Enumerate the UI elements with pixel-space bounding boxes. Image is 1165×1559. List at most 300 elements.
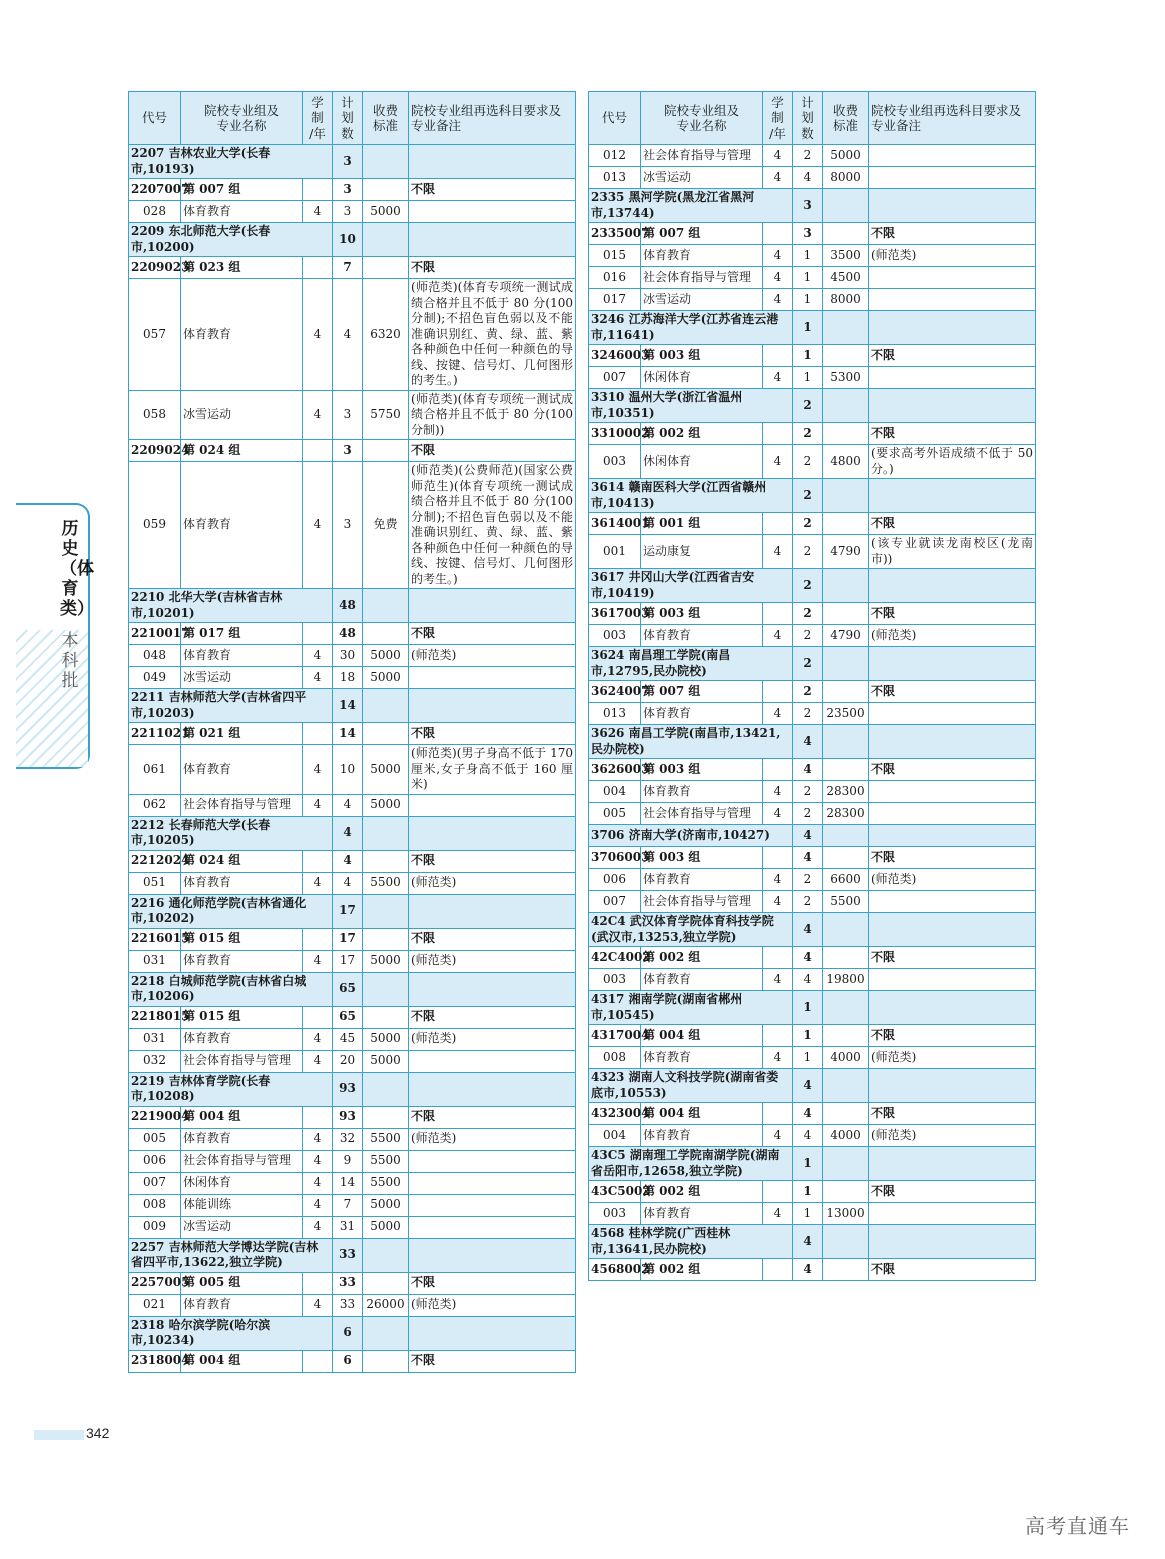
group-row: [129, 928, 576, 950]
group-row: [589, 947, 1036, 969]
note-cell: (师范类)(体育专项统一测试成绩合格并且不低于 80 分(100 分制);不招色盲色弱以及不能准确识别红、黄、绿、蓝、紫各种颜色中任何一种颜色的导线、按键、信号灯、几何图形的考生。): [409, 279, 576, 391]
requirement-cell: 不限: [869, 947, 1036, 969]
plan-cell: 2: [793, 423, 823, 445]
plan-cell: 4: [333, 816, 363, 850]
group-row: [589, 423, 1036, 445]
fee-cell: 5500: [363, 1128, 409, 1150]
group-code-cell: 3246003: [589, 345, 641, 367]
fee-cell: 5000: [363, 1194, 409, 1216]
fee-cell: [363, 1106, 409, 1128]
major-name-cell: 体育教育: [641, 1203, 763, 1225]
note-cell: [869, 189, 1036, 223]
school-code: 2210: [131, 590, 165, 604]
school-row: [129, 145, 576, 179]
group-code-cell: 3706003: [589, 847, 641, 869]
group-code-cell: 2219004: [129, 1106, 181, 1128]
school-code: 3626: [591, 726, 625, 740]
major-name-cell: 休闲体育: [641, 367, 763, 389]
plan-cell: 4: [333, 279, 363, 391]
school-row: [129, 1238, 576, 1272]
plan-cell: 33: [333, 1272, 363, 1294]
fee-cell: [823, 991, 869, 1025]
years-cell: 4: [303, 1128, 333, 1150]
plan-cell: 1: [793, 267, 823, 289]
plan-cell: 1: [793, 1203, 823, 1225]
fee-cell: [823, 913, 869, 947]
major-code-cell: 032: [129, 1050, 181, 1072]
major-row: [129, 1128, 576, 1150]
major-name-cell: 社会体育指导与管理: [641, 891, 763, 913]
major-code-cell: 031: [129, 950, 181, 972]
school-name-cell: [589, 647, 793, 681]
years-cell: [303, 850, 333, 872]
fee-cell: [823, 1181, 869, 1203]
group-row: [129, 1006, 576, 1028]
group-row: [589, 759, 1036, 781]
note-cell: [869, 479, 1036, 513]
fee-cell: 5500: [363, 872, 409, 894]
note-cell: [869, 167, 1036, 189]
fee-cell: 5500: [363, 1150, 409, 1172]
years-cell: 4: [303, 645, 333, 667]
major-name-cell: 休闲体育: [181, 1172, 303, 1194]
note-cell: [869, 311, 1036, 345]
school-code: 3246: [591, 312, 625, 326]
note-cell: (师范类)(男子身高不低于 170 厘米,女子身高不低于 160 厘米): [409, 745, 576, 795]
major-row: [589, 1125, 1036, 1147]
group-name-cell: 第 002 组: [641, 947, 763, 969]
note-cell: (师范类): [869, 245, 1036, 267]
note-cell: (师范类): [409, 1028, 576, 1050]
fee-cell: [823, 725, 869, 759]
group-code-cell: 3626003: [589, 759, 641, 781]
years-cell: 4: [763, 703, 793, 725]
header-note: 院校专业组再选科目要求及 专业备注: [409, 92, 576, 145]
major-code-cell: 062: [129, 794, 181, 816]
major-row: [129, 390, 576, 440]
group-row: [589, 345, 1036, 367]
group-code-cell: 3624007: [589, 681, 641, 703]
major-name-cell: 冰雪运动: [181, 1216, 303, 1238]
major-name-cell: 体育教育: [181, 462, 303, 589]
school-name-cell: [129, 1072, 333, 1106]
years-cell: [303, 623, 333, 645]
requirement-cell: 不限: [869, 513, 1036, 535]
major-name-cell: 运动康复: [641, 535, 763, 569]
header-fee: 收费 标准: [823, 92, 869, 145]
group-row: [129, 723, 576, 745]
major-name-cell: 体育教育: [641, 703, 763, 725]
plan-cell: 4: [793, 847, 823, 869]
major-name-cell: 体育教育: [181, 1028, 303, 1050]
note-cell: [409, 1316, 576, 1350]
note-cell: [409, 589, 576, 623]
plan-cell: 10: [333, 745, 363, 795]
years-cell: 4: [763, 145, 793, 167]
plan-cell: 3: [333, 145, 363, 179]
group-name-cell: 第 005 组: [181, 1272, 303, 1294]
years-cell: [763, 1025, 793, 1047]
note-cell: [409, 794, 576, 816]
school-row: [129, 589, 576, 623]
note-cell: [409, 667, 576, 689]
note-cell: [869, 781, 1036, 803]
plan-cell: 4: [793, 969, 823, 991]
fee-cell: [823, 647, 869, 681]
school-name-cell: [129, 972, 333, 1006]
plan-cell: 4: [793, 759, 823, 781]
years-cell: 4: [763, 781, 793, 803]
plan-cell: 3: [793, 189, 823, 223]
major-name-cell: 冰雪运动: [181, 667, 303, 689]
plan-cell: 93: [333, 1106, 363, 1128]
plan-cell: 20: [333, 1050, 363, 1072]
plan-cell: 4: [793, 725, 823, 759]
note-cell: [409, 145, 576, 179]
years-cell: [303, 440, 333, 462]
requirement-cell: 不限: [409, 257, 576, 279]
major-row: [589, 869, 1036, 891]
group-row: [589, 1103, 1036, 1125]
note-cell: [409, 1238, 576, 1272]
fee-cell: 5300: [823, 367, 869, 389]
header-fee: 收费 标准: [363, 92, 409, 145]
note-cell: (师范类)(体育专项统一测试成绩合格并且不低于 80 分(100 分制)): [409, 390, 576, 440]
fee-cell: 5500: [823, 891, 869, 913]
school-name-cell: [129, 689, 333, 723]
plan-cell: 45: [333, 1028, 363, 1050]
major-code-cell: 007: [589, 367, 641, 389]
plan-cell: 65: [333, 972, 363, 1006]
major-name-cell: 体育教育: [181, 1294, 303, 1316]
school-code: 3706: [591, 827, 625, 842]
major-name-cell: 体育教育: [641, 1047, 763, 1069]
plan-cell: 17: [333, 894, 363, 928]
requirement-cell: 不限: [869, 345, 1036, 367]
plan-cell: 6: [333, 1350, 363, 1372]
school-row: [589, 647, 1036, 681]
major-code-cell: 028: [129, 201, 181, 223]
fee-cell: [823, 1103, 869, 1125]
fee-cell: [823, 947, 869, 969]
plan-cell: 4: [793, 1225, 823, 1259]
school-name: 温州大学(浙江省温州市,10351): [591, 390, 743, 420]
note-cell: (师范类): [409, 1294, 576, 1316]
fee-cell: 5750: [363, 390, 409, 440]
major-code-cell: 016: [589, 267, 641, 289]
major-name-cell: 体育教育: [181, 645, 303, 667]
fee-cell: [363, 1238, 409, 1272]
group-name-cell: 第 004 组: [641, 1103, 763, 1125]
years-cell: [763, 513, 793, 535]
requirement-cell: 不限: [869, 603, 1036, 625]
right-admission-table: [588, 91, 1036, 1281]
fee-cell: [363, 1350, 409, 1372]
years-cell: 4: [763, 1203, 793, 1225]
group-row: [589, 847, 1036, 869]
group-row: [129, 1272, 576, 1294]
years-cell: 4: [763, 289, 793, 311]
school-name-cell: [589, 1147, 793, 1181]
plan-cell: 48: [333, 623, 363, 645]
school-code: 2218: [131, 973, 165, 988]
years-cell: [763, 1259, 793, 1281]
school-name: 井冈山大学(江西省吉安市,10419): [591, 570, 755, 600]
major-name-cell: 社会体育指导与管理: [181, 794, 303, 816]
school-code: 4323: [591, 1070, 625, 1084]
years-cell: [763, 847, 793, 869]
requirement-cell: 不限: [869, 1181, 1036, 1203]
school-name: 桂林学院(广西桂林市,13641,民办院校): [591, 1226, 731, 1256]
fee-cell: [363, 689, 409, 723]
fee-cell: 4500: [823, 267, 869, 289]
fee-cell: 免费: [363, 462, 409, 589]
school-name-cell: [589, 1069, 793, 1103]
plan-cell: 10: [333, 223, 363, 257]
fee-cell: 8000: [823, 167, 869, 189]
years-cell: 4: [763, 267, 793, 289]
years-cell: 4: [763, 1047, 793, 1069]
fee-cell: 5000: [363, 1050, 409, 1072]
major-name-cell: 休闲体育: [641, 445, 763, 479]
requirement-cell: 不限: [869, 223, 1036, 245]
school-row: [589, 389, 1036, 423]
school-name-cell: [129, 894, 333, 928]
major-row: [129, 279, 576, 391]
plan-cell: 48: [333, 589, 363, 623]
fee-cell: 5000: [363, 201, 409, 223]
school-name: 长春师范大学(长春市,10205): [131, 817, 271, 847]
note-cell: (师范类): [869, 1047, 1036, 1069]
plan-cell: 31: [333, 1216, 363, 1238]
major-name-cell: 体育教育: [181, 279, 303, 391]
group-row: [129, 440, 576, 462]
fee-cell: [823, 345, 869, 367]
school-name-cell: [589, 825, 793, 847]
fee-cell: 5000: [363, 667, 409, 689]
note-cell: (要求高考外语成绩不低于 50 分。): [869, 445, 1036, 479]
major-code-cell: 007: [589, 891, 641, 913]
school-name: 武汉体育学院体育科技学院(武汉市,13253,独立学院): [591, 914, 774, 944]
school-row: [589, 479, 1036, 513]
plan-cell: 2: [793, 703, 823, 725]
note-cell: [869, 367, 1036, 389]
plan-cell: 2: [793, 803, 823, 825]
years-cell: 4: [303, 872, 333, 894]
requirement-cell: 不限: [409, 179, 576, 201]
requirement-cell: 不限: [869, 847, 1036, 869]
group-row: [129, 1106, 576, 1128]
requirement-cell: 不限: [409, 1272, 576, 1294]
fee-cell: 4790: [823, 535, 869, 569]
major-code-cell: 004: [589, 1125, 641, 1147]
plan-cell: 65: [333, 1006, 363, 1028]
table-header-row: [589, 92, 1036, 145]
years-cell: [763, 947, 793, 969]
major-code-cell: 031: [129, 1028, 181, 1050]
major-code-cell: 051: [129, 872, 181, 894]
major-row: [129, 745, 576, 795]
plan-cell: 2: [793, 869, 823, 891]
group-name-cell: 第 021 组: [181, 723, 303, 745]
plan-cell: 4: [793, 167, 823, 189]
school-name: 湖南人文科技学院(湖南省娄底市,10553): [591, 1070, 779, 1100]
plan-cell: 2: [793, 445, 823, 479]
years-cell: 4: [763, 167, 793, 189]
note-cell: [869, 703, 1036, 725]
group-name-cell: 第 002 组: [641, 1259, 763, 1281]
plan-cell: 1: [793, 345, 823, 367]
note-cell: [869, 267, 1036, 289]
group-code-cell: 2216015: [129, 928, 181, 950]
school-name: 白城师范学院(吉林省白城市,10206): [131, 973, 307, 1003]
fee-cell: 4000: [823, 1125, 869, 1147]
major-name-cell: 冰雪运动: [181, 390, 303, 440]
group-name-cell: 第 023 组: [181, 257, 303, 279]
school-code: 4317: [591, 992, 625, 1006]
school-code: 4568: [591, 1226, 625, 1240]
school-code: 2207: [131, 146, 165, 160]
fee-cell: 4800: [823, 445, 869, 479]
group-row: [589, 1181, 1036, 1203]
fee-cell: [363, 589, 409, 623]
school-row: [129, 689, 576, 723]
group-code-cell: 2207007: [129, 179, 181, 201]
note-cell: [409, 894, 576, 928]
requirement-cell: 不限: [409, 1106, 576, 1128]
major-code-cell: 005: [589, 803, 641, 825]
plan-cell: 2: [793, 479, 823, 513]
note-cell: [409, 816, 576, 850]
group-code-cell: 2335007: [589, 223, 641, 245]
group-name-cell: 第 003 组: [641, 759, 763, 781]
major-code-cell: 015: [589, 245, 641, 267]
major-row: [589, 167, 1036, 189]
note-cell: [869, 969, 1036, 991]
note-cell: [869, 389, 1036, 423]
major-code-cell: 013: [589, 703, 641, 725]
plan-cell: 17: [333, 928, 363, 950]
plan-cell: 7: [333, 1194, 363, 1216]
plan-cell: 2: [793, 781, 823, 803]
note-cell: [409, 1172, 576, 1194]
years-cell: 4: [763, 535, 793, 569]
group-name-cell: 第 004 组: [641, 1025, 763, 1047]
school-name: 吉林师范大学博达学院(吉林省四平市,13622,独立学院): [131, 1239, 319, 1269]
fee-cell: [363, 1316, 409, 1350]
school-name-cell: [129, 223, 333, 257]
plan-cell: 2: [793, 891, 823, 913]
school-name-cell: [589, 725, 793, 759]
fee-cell: [823, 1147, 869, 1181]
years-cell: 4: [303, 279, 333, 391]
fee-cell: [363, 1272, 409, 1294]
group-row: [589, 603, 1036, 625]
school-name-cell: [129, 589, 333, 623]
school-code: 42C4: [591, 914, 626, 928]
major-row: [589, 1047, 1036, 1069]
note-cell: (师范类): [409, 645, 576, 667]
fee-cell: 5000: [363, 1216, 409, 1238]
side-tab-batch: 本科批: [61, 631, 79, 691]
years-cell: 4: [303, 1172, 333, 1194]
group-code-cell: 2209023: [129, 257, 181, 279]
major-row: [589, 625, 1036, 647]
years-cell: 4: [303, 201, 333, 223]
major-code-cell: 049: [129, 667, 181, 689]
years-cell: 4: [763, 869, 793, 891]
major-code-cell: 006: [589, 869, 641, 891]
fee-cell: 6320: [363, 279, 409, 391]
major-name-cell: 体育教育: [641, 245, 763, 267]
note-cell: [409, 223, 576, 257]
years-cell: 4: [303, 390, 333, 440]
note-cell: [409, 1194, 576, 1216]
plan-cell: 1: [793, 1147, 823, 1181]
plan-cell: 1: [793, 991, 823, 1025]
fee-cell: [823, 1025, 869, 1047]
years-cell: 4: [763, 245, 793, 267]
major-name-cell: 体育教育: [641, 1125, 763, 1147]
years-cell: 4: [303, 667, 333, 689]
school-name: 赣南医科大学(江西省赣州市,10413): [591, 480, 767, 510]
school-name-cell: [589, 991, 793, 1025]
requirement-cell: 不限: [409, 1350, 576, 1372]
school-row: [589, 825, 1036, 847]
years-cell: 4: [303, 1194, 333, 1216]
fee-cell: 5000: [363, 645, 409, 667]
plan-cell: 18: [333, 667, 363, 689]
major-name-cell: 体育教育: [181, 950, 303, 972]
major-row: [129, 201, 576, 223]
major-row: [589, 267, 1036, 289]
plan-cell: 3: [333, 179, 363, 201]
major-code-cell: 057: [129, 279, 181, 391]
plan-cell: 4: [793, 1069, 823, 1103]
major-row: [589, 803, 1036, 825]
note-cell: [409, 1050, 576, 1072]
header-plan: 计 划 数: [333, 92, 363, 145]
watermark: 高考直通车: [1025, 1514, 1130, 1538]
requirement-cell: 不限: [409, 440, 576, 462]
fee-cell: 5000: [363, 794, 409, 816]
school-code: 2209: [131, 224, 165, 238]
plan-cell: 4: [793, 825, 823, 847]
header-name: 院校专业组及 专业名称: [641, 92, 763, 145]
plan-cell: 1: [793, 245, 823, 267]
major-name-cell: 体能训练: [181, 1194, 303, 1216]
note-cell: (师范类): [409, 950, 576, 972]
group-row: [129, 179, 576, 201]
years-cell: 4: [763, 445, 793, 479]
group-name-cell: 第 004 组: [181, 1106, 303, 1128]
fee-cell: [823, 311, 869, 345]
plan-cell: 2: [793, 625, 823, 647]
header-code: 代号: [589, 92, 641, 145]
group-code-cell: 4568002: [589, 1259, 641, 1281]
major-code-cell: 061: [129, 745, 181, 795]
fee-cell: [363, 894, 409, 928]
plan-cell: 14: [333, 723, 363, 745]
school-row: [589, 1147, 1036, 1181]
major-row: [129, 1294, 576, 1316]
section-side-tab: [16, 503, 94, 769]
school-row: [129, 816, 576, 850]
page-number: 342: [86, 1425, 110, 1441]
fee-cell: 28300: [823, 803, 869, 825]
plan-cell: 4: [793, 1259, 823, 1281]
fee-cell: [823, 825, 869, 847]
